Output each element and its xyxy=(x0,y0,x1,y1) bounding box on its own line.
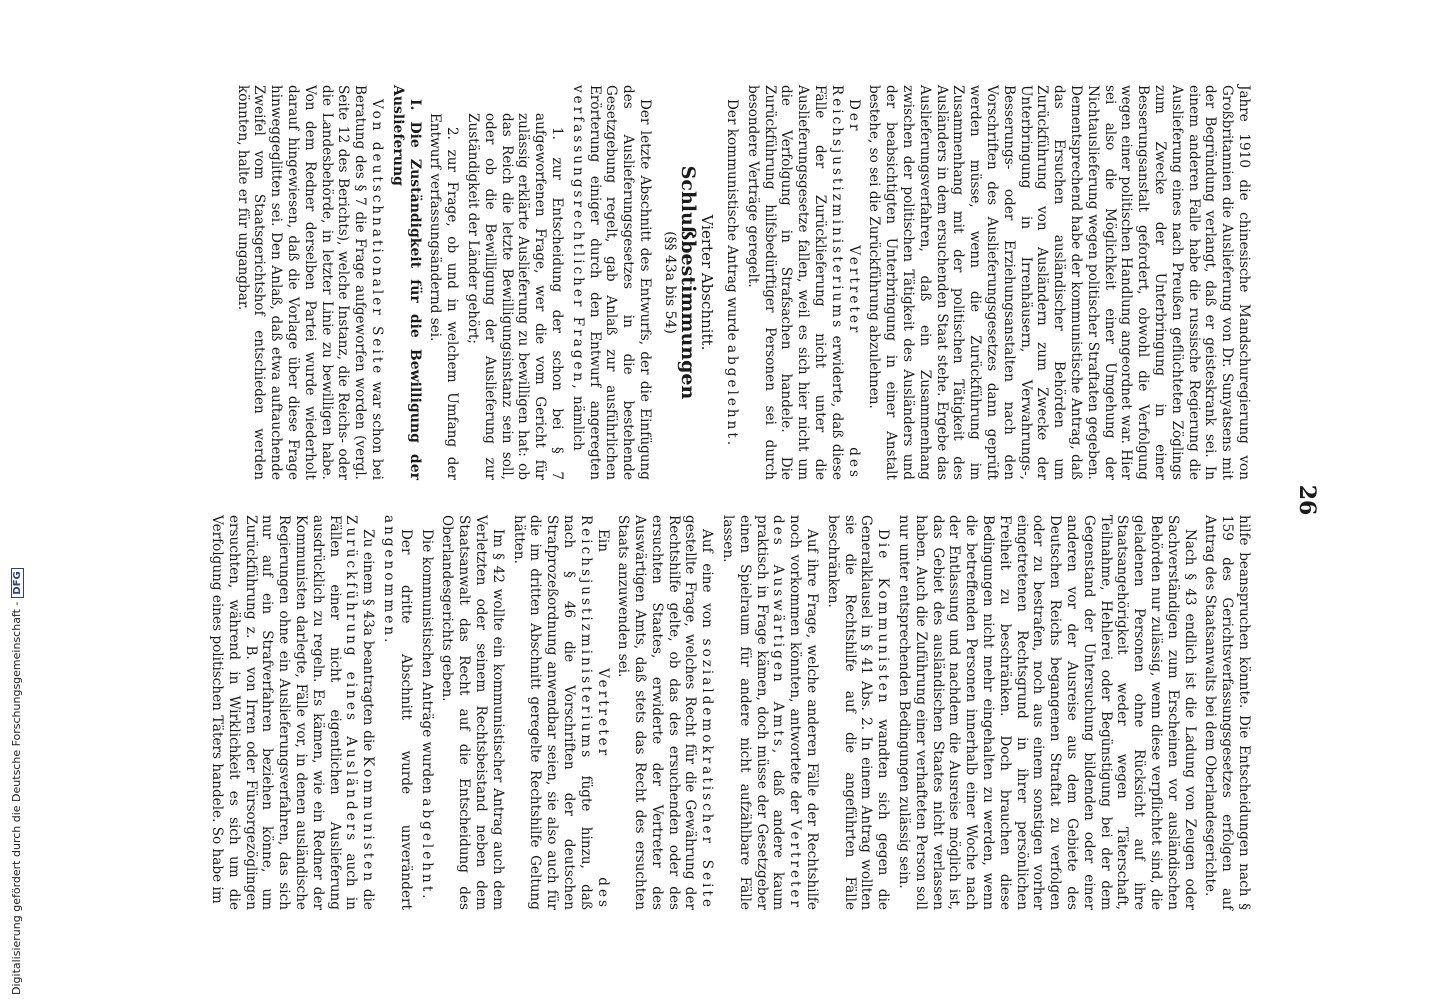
paragraph xyxy=(418,515,435,910)
page-number: 26 xyxy=(1294,484,1320,516)
credit-strip xyxy=(0,0,23,1000)
paragraph xyxy=(615,515,716,910)
spaced-text: Vertreter des Auswärtigen Amts, xyxy=(770,515,804,910)
paragraph-text: Der dritte Abschnitt wurde unverändert xyxy=(397,529,414,910)
spaced-text: Der Vertreter des Reichsjustizministeriums xyxy=(828,85,862,480)
paragraph xyxy=(569,85,653,480)
spaced-text: Von deutschnationaler Seite xyxy=(368,99,385,377)
spaced-text: abgelehnt. xyxy=(418,798,435,902)
spaced-text: Kommunisten xyxy=(360,756,377,885)
spaced-text: abgelehnt. xyxy=(724,344,741,449)
paragraph-text: Der kommunistische Antrag wurde xyxy=(724,99,741,341)
credit-label: Digitalisierung gefördert durch die Deutsche Forschungsgemeinschaft - xyxy=(10,601,23,995)
paragraph: Im § 42 wollte ein kommunistischer Antrag auch dem Verletzten oder seinem Rechtsbeistand neben dem Staatsanwalt das Recht auf die Entscheidung des Oberlandesgerichts geben. xyxy=(439,515,506,910)
spaced-text: verfassungsrechtlicher Fragen, xyxy=(569,85,586,392)
paragraph-text: die xyxy=(360,888,377,910)
paragraph-text: daß andere kaum praktisch in Frage kämen, doch müsse der Gesetzgeber einen Spielraum für andere nicht aufzählbare Fälle lassen. xyxy=(720,515,787,910)
right-column xyxy=(204,515,1252,910)
left-column xyxy=(230,85,1252,480)
paragraph xyxy=(510,515,611,910)
paragraph-text: Ein xyxy=(594,529,611,553)
spaced-text: angenommen. xyxy=(380,515,397,646)
paragraph: Nach § 43 endlich ist die Ladung von Zeugen oder Sachverständigen zum Erscheinen vor ausländischen Behörden nur zulässig, wenn diese verpflichtet sind, die geladenen Personen ohne Rücksicht auf ihre Staatsangehörigkeit weder wegen Täterschaft, Teilnahme, Hehlerei oder Begünstigung bei der dem Gegenstand der Untersuchung bildenden oder einer anderen vor der Ausreise aus dem Gebiete des Deutschen Reichs begangenen Straftat zu verfolgen oder zu bestrafen, noch aus einem sonstigen vorher eingetretenen Rechtsgrund in ihrer persönlichen Freiheit zu beschränken. Doch brauchen diese Bedingungen nicht mehr eingehalten zu werden, wenn die betreffenden Personen innerhalb einer Woche nach der Entlassung und nachdem die Ausreise möglich ist, das Gebiet des ausländischen Staates nicht verlassen haben. Auch die Zuführung einer verhafteten Person soll nur unter entsprechenden Bedingungen zulässig sein. xyxy=(896,515,1198,910)
paragraph: Jahre 1910 die chinesische Mandschuregierung von Großbritannien die Auslieferung von Dr. Sunyatsens mit der Begründung verlangt, daß er geisteskrank sei. In einem anderen Falle habe die russische Regierung die Auslieferung eines nach Preußen geflüchteten Zöglings zum Zwecke der Unterbringung in einer Besserungsanstalt gefordert, obwohl die Verfolgung wegen einer politischen Handlung angeordnet war. Hier sei also die Möglichkeit einer Umgehung der Nichtauslieferung wegen politischer Straftaten gegeben. Dementsprechend habe der kommunistische Antrag, daß das Ersuchen ausländischer Behörden um Zurückführung von Ausländern zum Zwecke der Unterbringung in Irrenhäusern, Verwahrungs-, Besserungs- oder Erziehungsanstalten nach den Vorschriften des Auslieferungsgesetzes dann geprüft werden müsse, wenn die Zurückführung im Zusammenhang mit der politischen Tätigkeit des Ausländers in dem ersuchenden Staat stehe. Ergebe das Auslieferungsverfahren, daß ein Zusammenhang zwischen der politischen Tätigkeit des Ausländers und der beabsichtigten Unterbringung in einer Anstalt bestehe, so sei die Zurückführung abzulehnen. xyxy=(866,85,1252,480)
paragraph xyxy=(208,515,376,910)
credit-text xyxy=(10,568,24,995)
paragraph-text: fügte hinzu, daß nach § 46 die Vorschriften der deutschen Strafprozeßordnung anwendbar seien, sie also auch für die im dritten Abschnitt geregelte Rechtshilfe Geltung hätten. xyxy=(510,515,594,910)
document-page xyxy=(92,60,1342,940)
paragraph xyxy=(723,85,740,480)
paragraph xyxy=(824,515,891,910)
paragraph-text: erwiderte, daß diese Fälle der Zurücklieferung nicht unter die Auslieferungsgesetze fallen, weil es sich hier nicht um die Verfolgung in Strafsachen handele. Die Zurückführung hilfsbedürftiger Personen sei durch besondere Verträge geregelt. xyxy=(744,85,845,480)
paragraph-text: wandten sich gegen die Generalklausel in § 41 Abs. 2. In einem Antrag wollten sie die Rechtshilfe auf die angeführten Fälle beschränken. xyxy=(824,515,892,910)
spaced-text: Zurückführung eines Ausländers xyxy=(343,515,360,844)
paragraph xyxy=(234,85,385,480)
paragraph-text: Der letzte Abschnitt des Entwurfs, der die Einfügung des Auslieferungsgesetzes in die bestehende Gesetzgebung regelt, gab Anlaß zur ausführlichen Erörterung einiger durch den Entwurf angeregten xyxy=(586,85,653,480)
subsection-heading: I. Die Zuständigkeit für die Bewilligung der Auslieferung xyxy=(389,85,423,480)
paragraph-text: Auf ihre Frage, welche anderen Fälle der Rechtshilfe noch vorkommen könnten, antwortete der xyxy=(787,515,821,910)
section-title: Vierter Abschnitt. xyxy=(698,214,717,351)
paragraph xyxy=(744,85,862,480)
paragraph-text: war schon bei Beratung des § 7 die Frage aufgeworfen worden (vergl. Seite 12 des Berichts), welche Instanz, die Reichs- oder die Landesbehörde, in letzter Linie zu bewilligen habe. Von dem Redner derselben Partei wurde wiederholt darauf hingewiesen, daß die Vorlage über diese Frage hinweggeglitten sei. Den Anlaß, daß etwa auftauchende Zweifel vom Staatsgerichtshof entschieden werden könnten, halte er für ungangbar. xyxy=(234,85,385,480)
list-item: 2. zur Frage, ob und in welchem Umfang der Entwurf verfassungsändernd sei. xyxy=(427,113,461,480)
section-subtitle: Schlußbestimmungen xyxy=(677,165,700,400)
paragraph-text: auch in Fällen einer nicht eigentlichen Auslieferung ausdrücklich zu regeln. Es kämen, wie ein Redner der Kommunisten darlegte, Fälle vor, in denen ausländische Regierungen ohne ein Auslieferungsverfahren, das sich nur auf ein Strafverfahren beziehen könne, um Zurückführung z. B. von Irren oder Fürsorgezöglingen ersuchten, während in Wirklichkeit es sich um die Verfolgung eines politischen Täters handele. So habe im xyxy=(208,515,360,911)
paragraph xyxy=(380,515,414,910)
spaced-text: sozialdemokratischer Seite xyxy=(699,638,716,911)
paragraph: hilfe beanspruchen könnte. Die Entscheidungen nach § 159 des Gerichtsverfassungsgesetzes erfolgen auf Antrag des Staatsanwalts bei dem Oberlandesgerichte. xyxy=(1202,515,1252,910)
spaced-text: Vertreter des Reichsjustizministeriums xyxy=(577,515,611,910)
dfg-logo: DFG xyxy=(11,568,24,597)
paragraph xyxy=(719,515,820,910)
section-range: (§§ 43a bis 54) xyxy=(661,231,678,334)
paragraph-text: nämlich xyxy=(569,396,586,451)
paragraph-text: Auf eine von xyxy=(699,529,716,628)
spaced-text: Die Kommunisten xyxy=(875,529,892,706)
paragraph-text: Die kommunistischen Anträge wurden xyxy=(418,529,435,795)
paragraph-text: gestellte Frage, welches Recht für die Gewährung der Rechtshilfe gelte, ob das des ersuchenden oder des ersuchten Staates, erwiderte der Vertreter des Auswärtigen Amts, daß stets das Recht des ersuchten Staats anzuwenden sei. xyxy=(615,515,699,910)
list-item: 1. zur Entscheidung der schon bei § 7 aufgeworfenen Frage, wer die vom Gericht für zulässig erklärte Auslieferung zu bewilligen hat: ob das Reich die letzte Bewilligungsinstanz sein soll, oder ob die Bewilligung der Auslieferung zur Zuständigkeit der Länder gehört; xyxy=(464,113,565,480)
paragraph-text: Zu einem § 43a beantragten die xyxy=(360,529,377,752)
